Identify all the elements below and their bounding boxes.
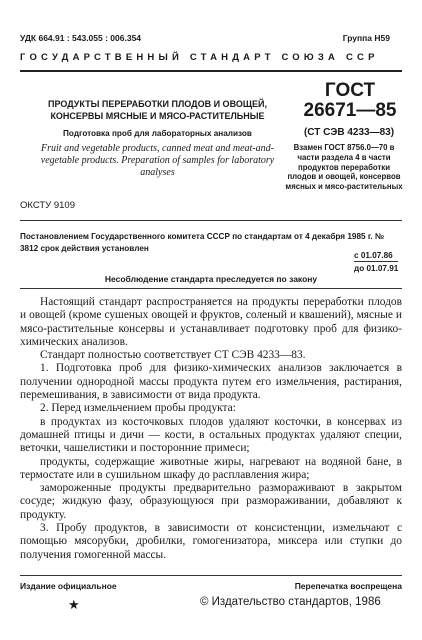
footer-rule xyxy=(20,575,402,576)
header-rule xyxy=(20,70,402,72)
udk-code: УДК 664.91 : 543.055 : 006.354 xyxy=(20,33,142,43)
replaces-note: Взамен ГОСТ 8756.0—70 в части раздела 4 в части продуктов переработки плодов и овощей, консервов мясных и мясо-растительных xyxy=(285,143,403,192)
body-text xyxy=(20,296,402,562)
body-paragraph: продукты, содержащие животные жиры, нагревают на водяной бане, в термостате или в сушильном шкафу до расплавления жира; xyxy=(20,455,402,481)
document-title-ru: ПРОДУКТЫ ПЕРЕРАБОТКИ ПЛОДОВ И ОВОЩЕЙ, КОНСЕРВЫ МЯСНЫЕ И МЯСО-РАСТИТЕЛЬНЫЕ xyxy=(48,99,267,121)
group-code: Группа Н59 xyxy=(342,33,390,43)
body-paragraph: в продуктах из косточковых плодов удаляют косточки, в консервах из домашней птицы и дичи — кости, в остальных продуктах удаляют специи, веточки, чашелистики и посторонние примеси; xyxy=(20,415,402,455)
body-paragraph: 1. Подготовка проб для физико-химических анализов заключается в получении однородной массы продукта путем его измельчения, растирания, перемешивания, в зависимости от вида продукта. xyxy=(20,362,402,402)
document-title-en: Fruit and vegetable products, canned meat and meat-and-vegetable products. Preparation of samples for laboratory analyses xyxy=(40,143,275,178)
body-paragraph: замороженные продукты предварительно размораживают в закрытом сосуде; жидкую фазу, образующуюся при размораживании, добавляют к продукту. xyxy=(20,482,402,521)
date-from: с 01.07.86 xyxy=(354,251,393,260)
noncompliance-notice: Несоблюдение стандарта преследуется по закону xyxy=(104,274,318,284)
gost-number: 26671—85 xyxy=(303,100,397,121)
body-paragraph: 3. Пробу продуктов, в зависимости от консистенции, измельчают с помощью мясорубки, дробилки, гомогенизатора, миксера или ступки до получения гомогенной массы. xyxy=(20,522,402,561)
body-paragraph: 2. Перед измельчением пробы продукта: xyxy=(40,402,236,415)
copyright-notice: © Издательство стандартов, 1986 xyxy=(200,596,381,608)
st-sev-reference: (СТ СЭВ 4233—83) xyxy=(303,127,395,138)
date-to: до 01.07.91 xyxy=(354,261,398,274)
gost-label: ГОСТ xyxy=(324,80,376,101)
reprint-notice: Перепечатка воспрещена xyxy=(294,581,402,591)
standard-header: ГОСУДАРСТВЕННЫЙ СТАНДАРТ СОЮЗА ССР xyxy=(20,52,379,63)
okstu-code: ОКСТУ 9109 xyxy=(20,200,75,211)
star-icon: ★ xyxy=(68,597,80,612)
body-paragraph: Стандарт полностью соответствует СТ СЭВ 4233—83. xyxy=(40,349,306,362)
decree-text: Постановлением Государственного комитета СССР по стандартам от 4 декабря 1985 г. № 3812 срок действия установлен xyxy=(20,232,385,253)
official-edition-label: Издание официальное xyxy=(20,581,117,591)
section-rule-2 xyxy=(20,288,402,289)
section-rule xyxy=(20,220,402,221)
validity-dates xyxy=(354,250,398,274)
document-subtitle-ru: Подготовка проб для лабораторных анализов xyxy=(63,129,252,138)
body-paragraph: Настоящий стандарт распространяется на продукты переработки плодов и овощей (кроме сушеных овощей и фруктов, соленый и квашений), мясные и мясо-растительные консервы и устанавливает подготовку проб для физико-химических анализов. xyxy=(20,296,402,348)
